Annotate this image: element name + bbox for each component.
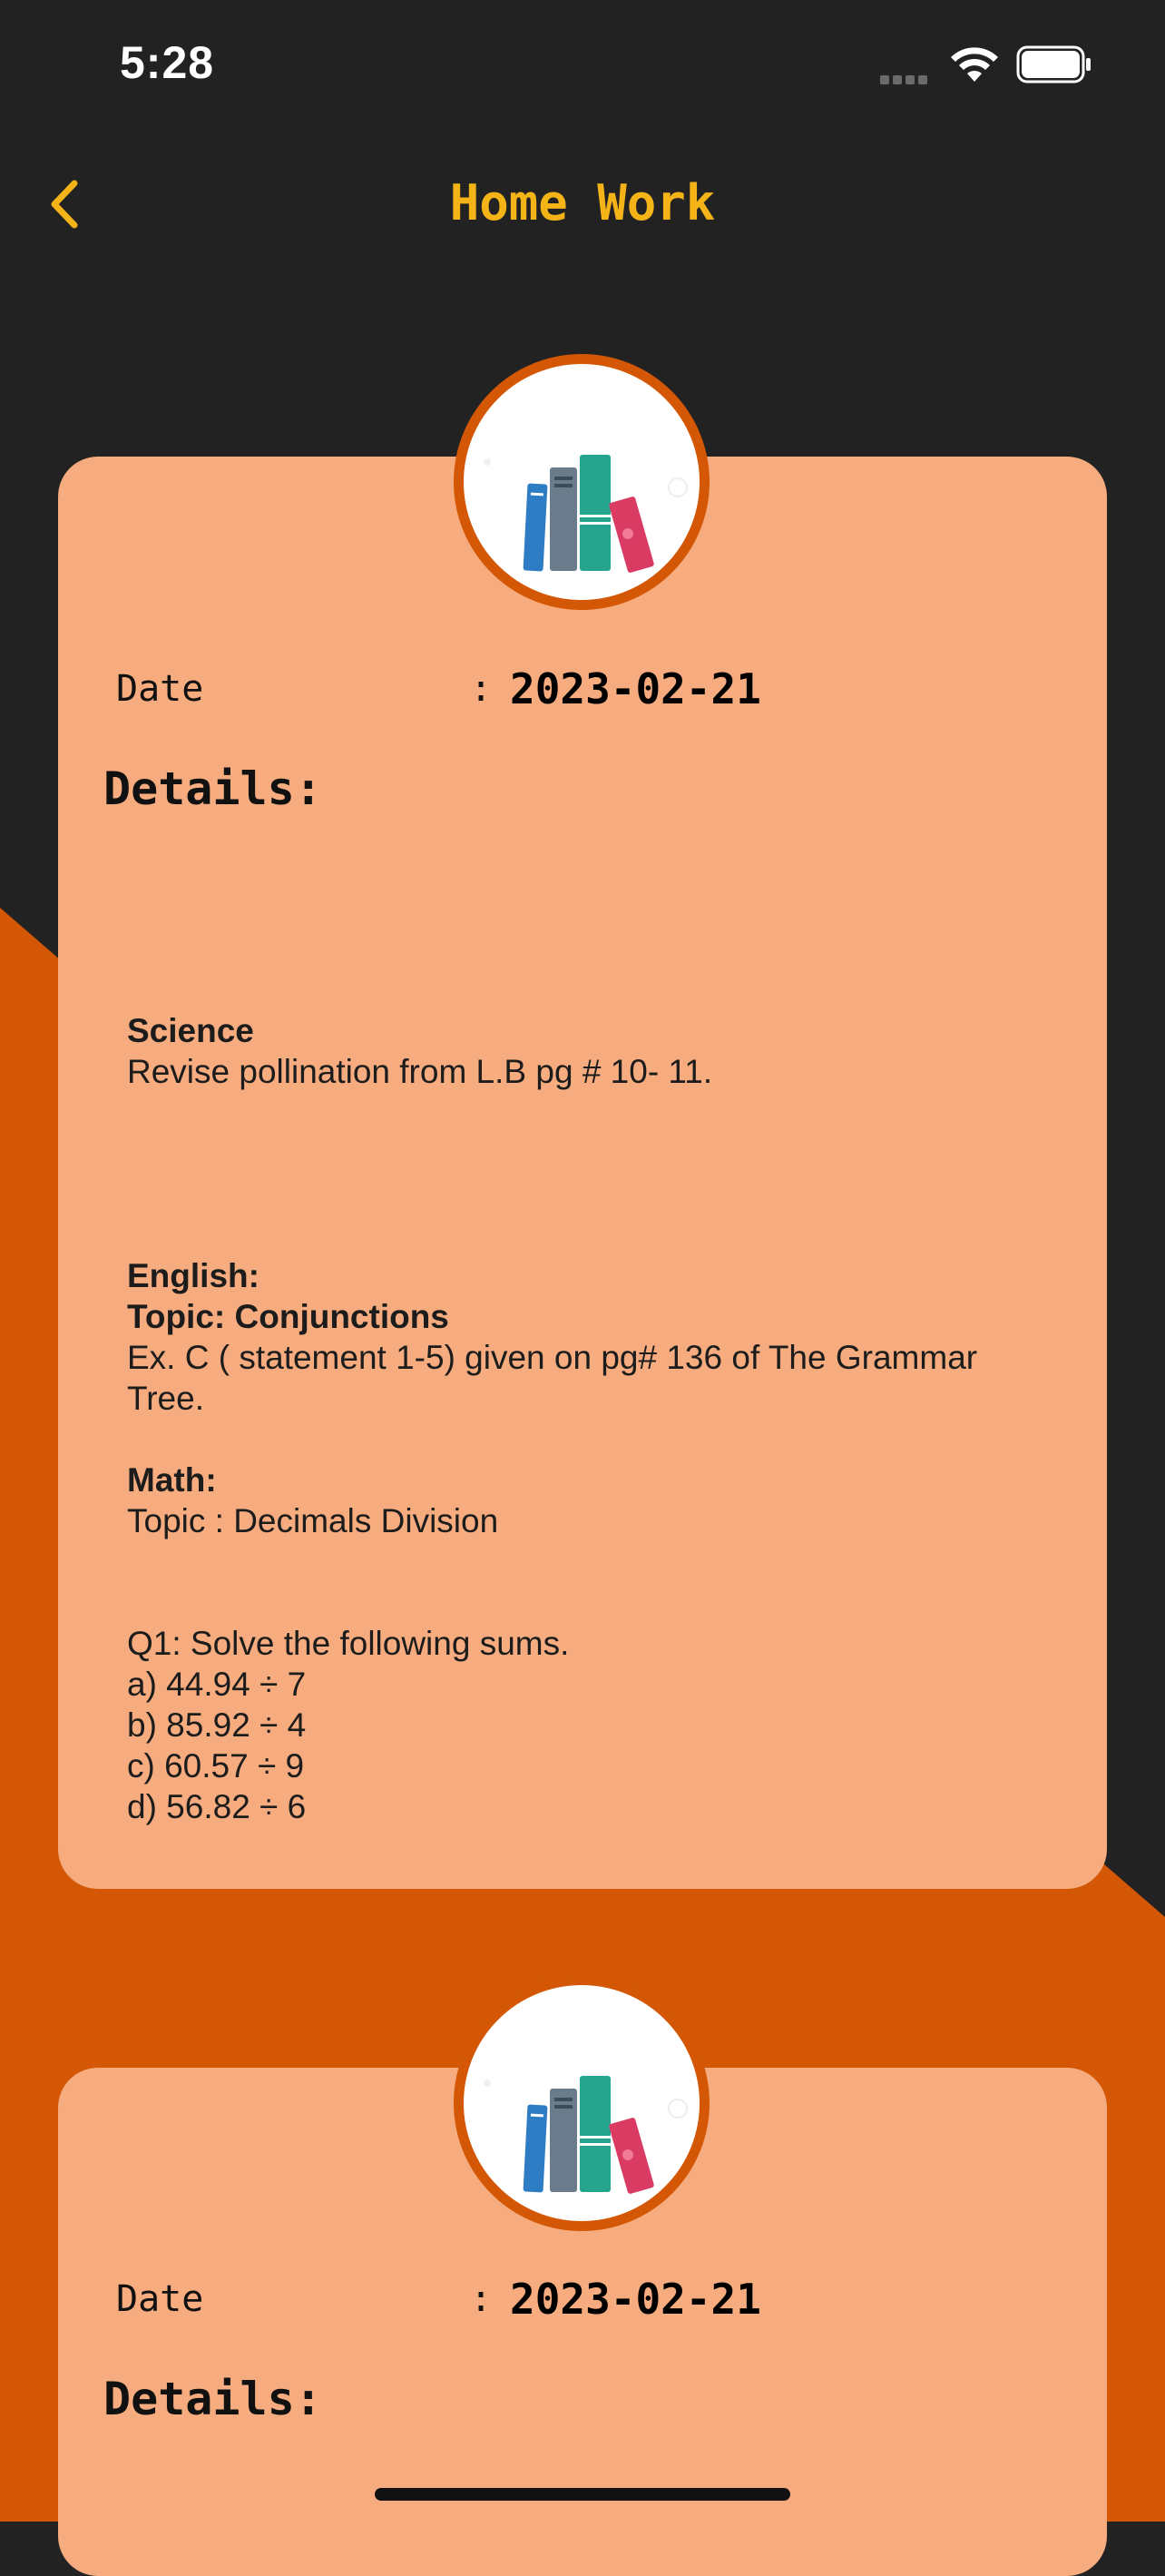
date-value: 2023-02-21 (510, 664, 761, 713)
homework-card-icon (454, 1975, 710, 2231)
homework-card-icon (454, 354, 710, 610)
homework-details (127, 1010, 1071, 1827)
page-title: Home Work (449, 174, 716, 231)
books-icon (464, 1985, 700, 2221)
date-label: Date (116, 668, 204, 710)
math-item: c) 60.57 ÷ 9 (127, 1747, 305, 1785)
details-label: Details: (103, 762, 322, 815)
status-time: 5:28 (120, 37, 215, 88)
cellular-signal-icon (880, 73, 936, 82)
english-title: English: (127, 1257, 259, 1294)
math-item: b) 85.92 ÷ 4 (127, 1706, 307, 1744)
date-separator: : (470, 668, 493, 710)
details-label: Details: (103, 2373, 322, 2425)
math-question: Q1: Solve the following sums. (127, 1625, 570, 1662)
math-topic: Topic : Decimals Division (127, 1502, 499, 1539)
navigation-bar (0, 163, 1165, 245)
books-icon (464, 364, 700, 600)
math-item: d) 56.82 ÷ 6 (127, 1788, 307, 1825)
wifi-icon (949, 45, 1000, 84)
english-text: Ex. C ( statement 1-5) given on pg# 136 of The Grammar (127, 1339, 978, 1376)
english-text-cont: Tree. (127, 1380, 204, 1417)
date-value: 2023-02-21 (510, 2275, 761, 2324)
science-title: Science (127, 1012, 254, 1049)
home-indicator (375, 2488, 790, 2501)
date-separator: : (470, 2278, 493, 2320)
status-bar (0, 0, 1165, 127)
battery-icon (1016, 45, 1092, 84)
date-label: Date (116, 2278, 204, 2320)
english-topic: Topic: Conjunctions (127, 1298, 449, 1335)
math-title: Math: (127, 1461, 217, 1499)
science-text: Revise pollination from L.B pg # 10- 11. (127, 1053, 713, 1090)
math-item: a) 44.94 ÷ 7 (127, 1666, 307, 1703)
